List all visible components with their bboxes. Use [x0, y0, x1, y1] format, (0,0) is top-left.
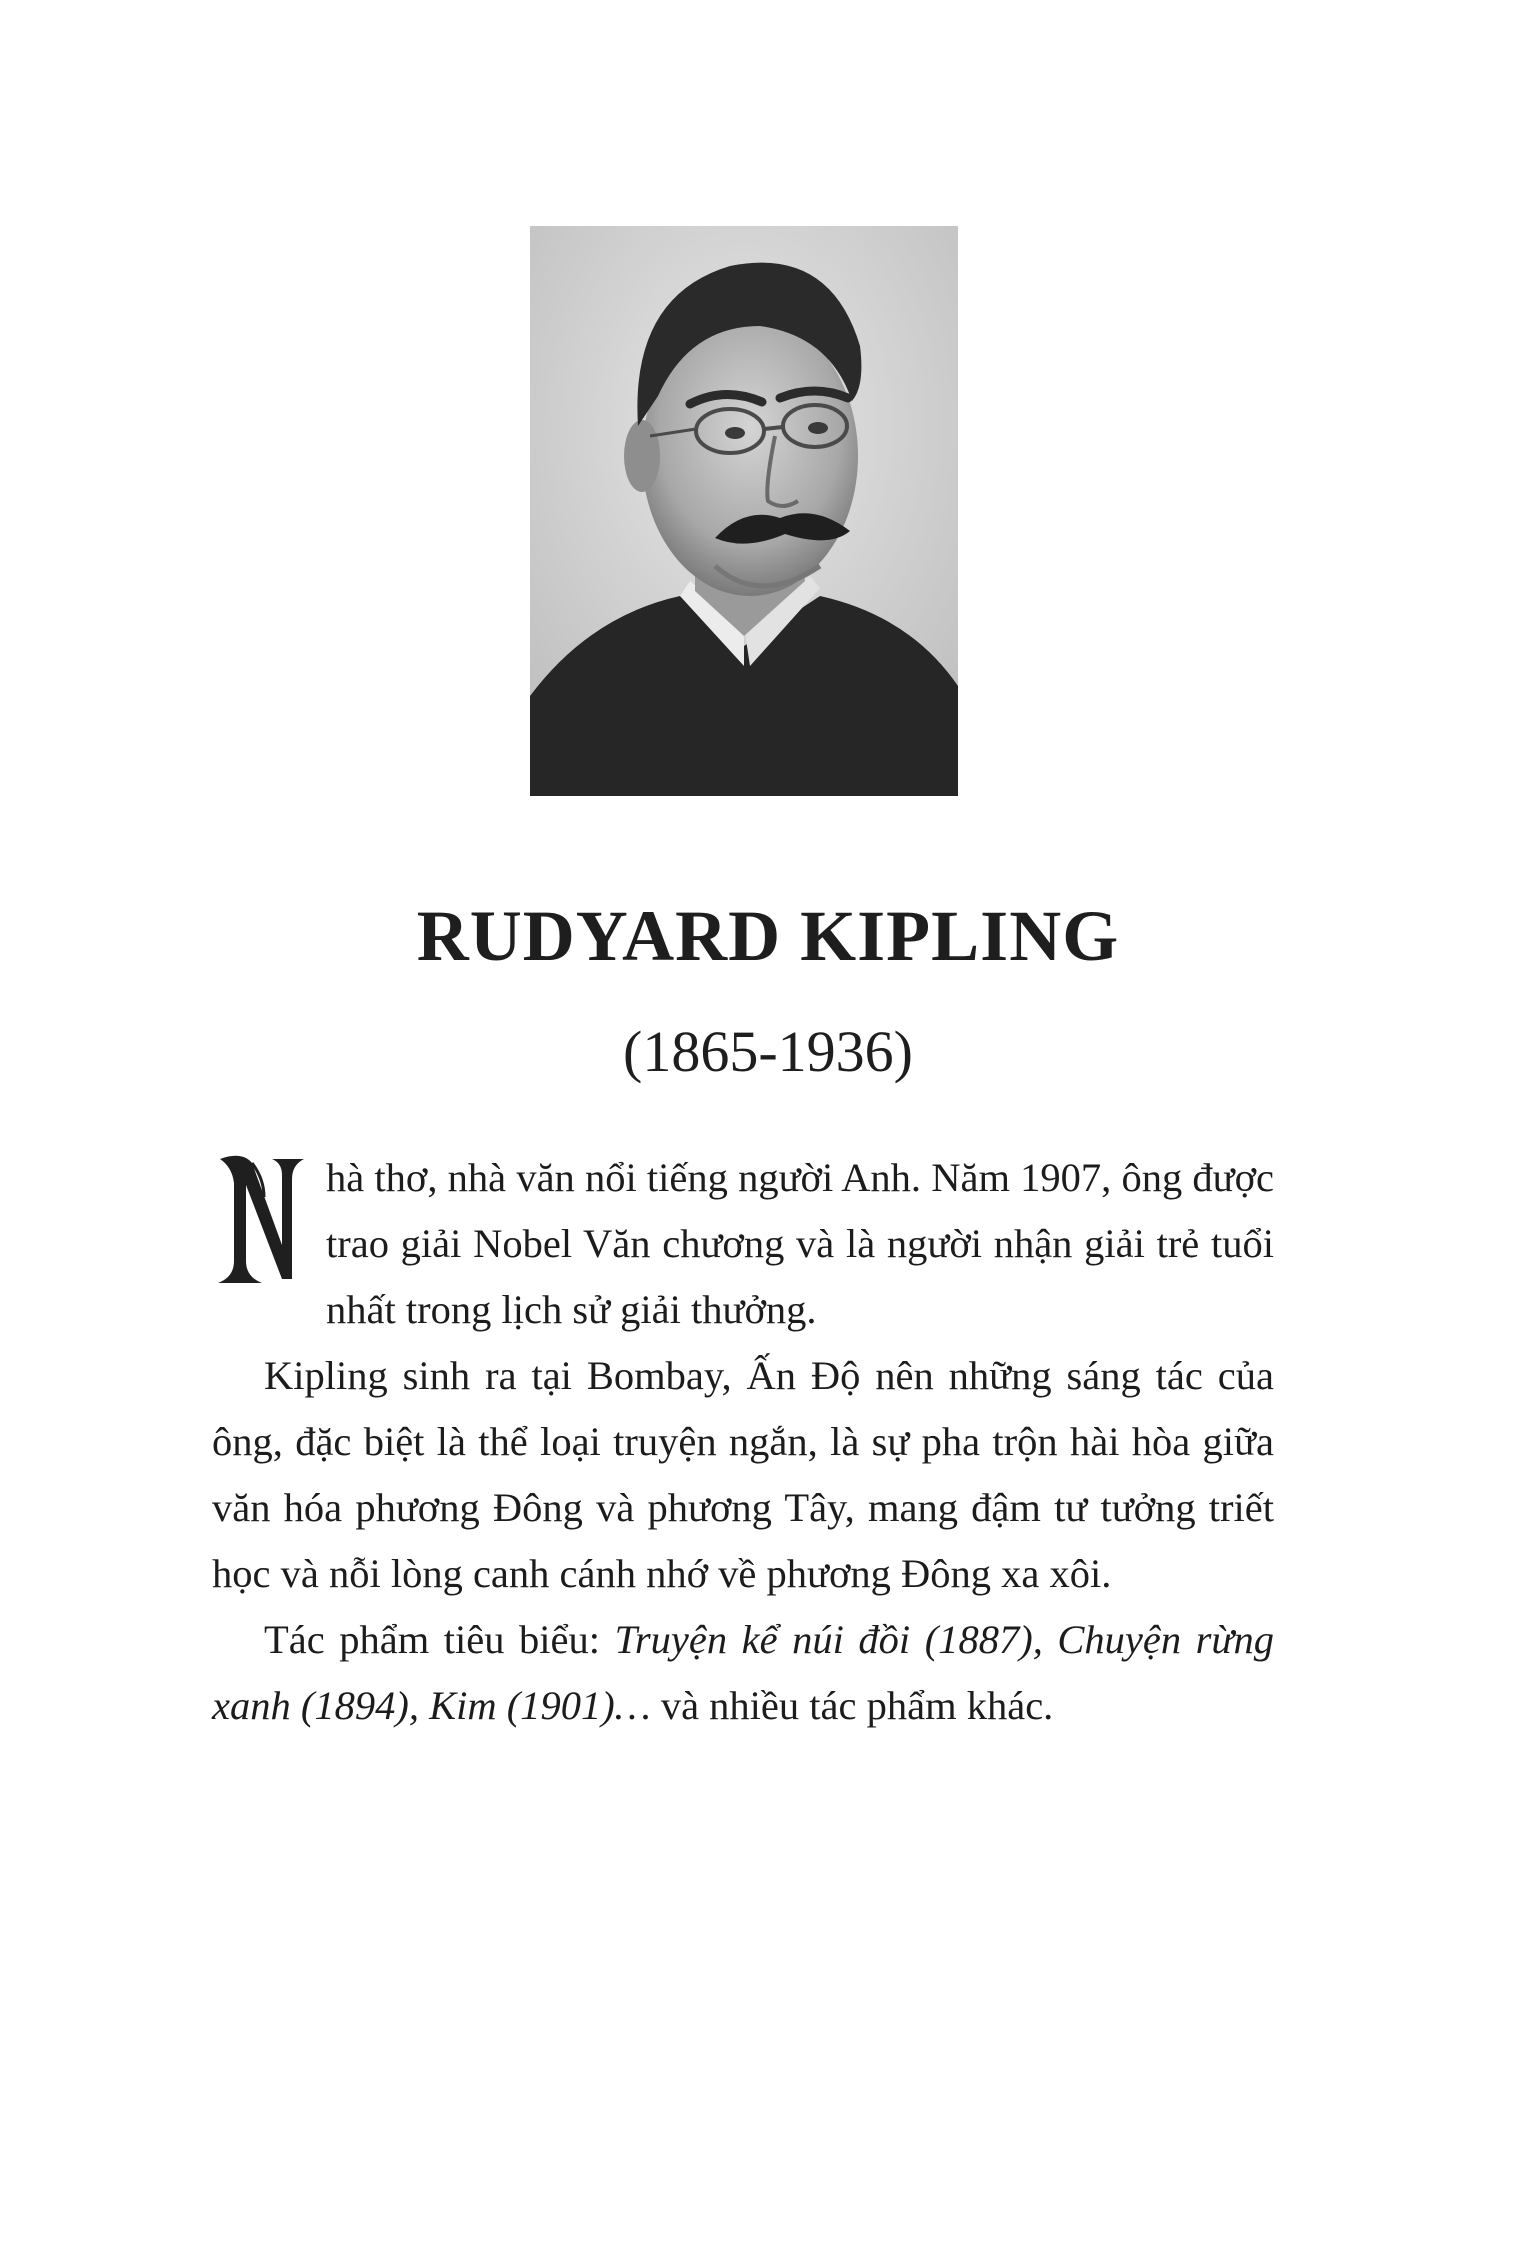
- paragraph-1-text: hà thơ, nhà văn nổi tiếng người Anh. Năm 1907, ông được trao giải Nobel Văn chương và là người nhận giải trẻ tuổi nhất trong lịch sử giải thưởng.: [326, 1155, 1274, 1332]
- dropcap-n-icon: [212, 1149, 312, 1289]
- portrait-photo-icon: [530, 226, 958, 796]
- author-name: RUDYARD KIPLING: [416, 896, 1120, 976]
- paragraph-3: [212, 1607, 1274, 1739]
- author-years: (1865-1936): [623, 1019, 913, 1084]
- works-titles: Truyện kể núi đồi (1887), Chuyện rừng xanh (1894), Kim (1901)…: [212, 1617, 1274, 1728]
- works-lead: Tác phẩm tiêu biểu:: [264, 1617, 615, 1662]
- paragraph-2: Kipling sinh ra tại Bombay, Ấn Độ nên những sáng tác của ông, đặc biệt là thể loại truyện ngắn, là sự pha trộn hài hòa giữa văn hóa phương Đông và phương Tây, mang đậm tư tưởng triết học và nỗi lòng canh cánh nhớ về phương Đông xa xôi.: [212, 1353, 1274, 1596]
- works-tail: và nhiều tác phẩm khác.: [650, 1683, 1054, 1728]
- paragraph-1: [212, 1145, 1274, 1343]
- author-portrait: [530, 226, 958, 796]
- biography-text: [212, 1145, 1274, 1739]
